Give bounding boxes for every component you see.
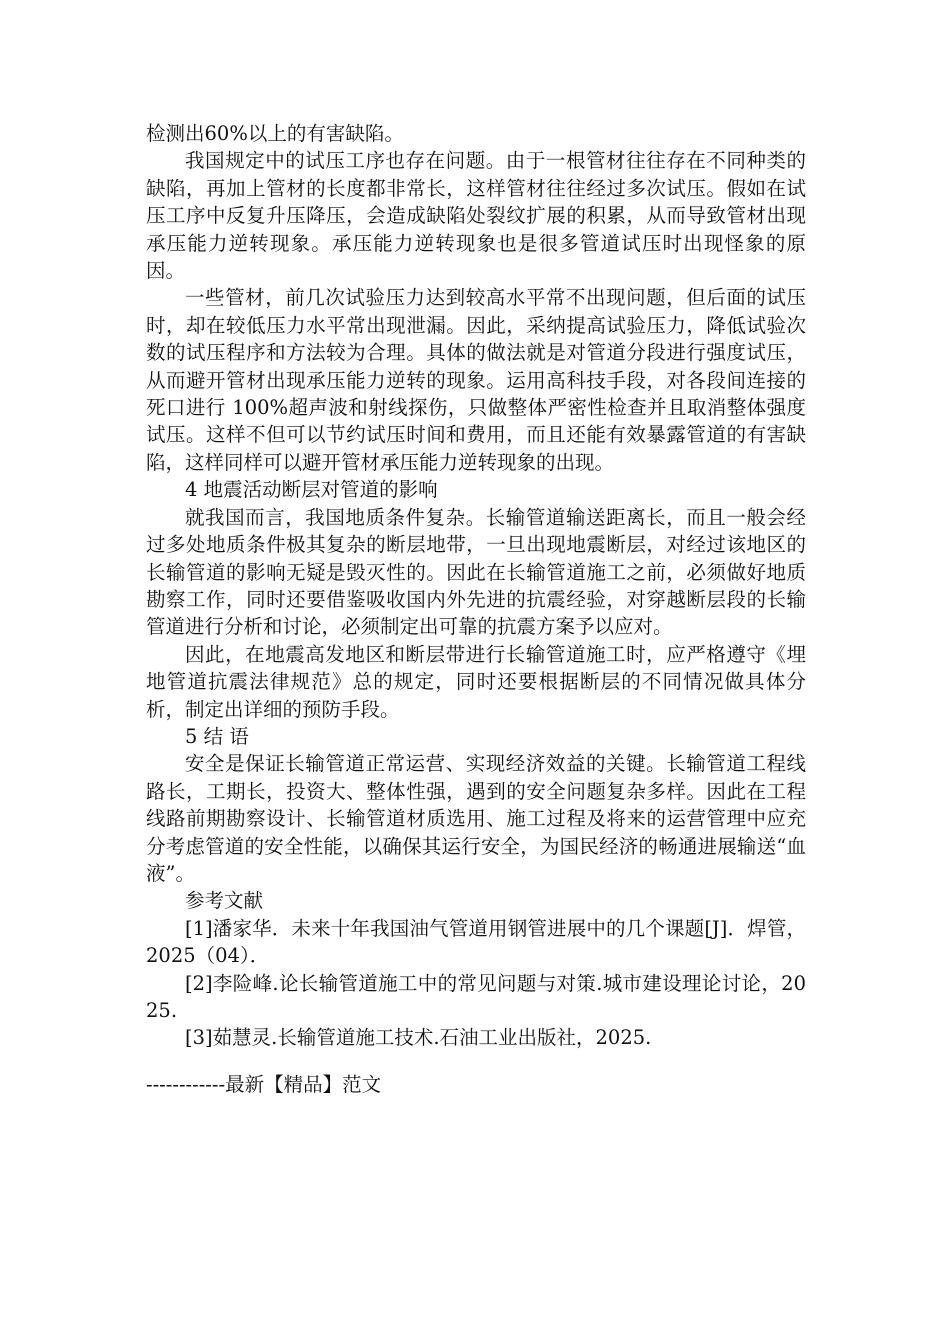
- document-body: [146, 120, 806, 1052]
- reference-item-1: [1]潘家华．未来十年我国油气管道用钢管进展中的几个课题[J]．焊管，2025（04）．: [146, 916, 806, 968]
- section-heading-5: 5 结 语: [185, 724, 249, 748]
- paragraph-earthquake-regulation: 因此，在地震高发地区和断层带进行长输管道施工时，应严格遵守《埋地管道抗震法律规范》总的规定，同时还要根据断层的不同情况做具体分析，制定出详细的预防手段。: [146, 642, 806, 721]
- paragraph-pressure-test-method: 一些管材，前几次试验压力达到较高水平常不出现问题，但后面的试压时，却在较低压力水平常出现泄漏。因此，采纳提高试验压力，降低试验次数的试压程序和方法较为合理。具体的做法就是对管道分段进行强度试压，从而避开管材出现承压能力逆转的现象。运用高科技手段，对各段间连接的死口进行 100%超声波和射线探伤，只做整体严密性检查并且取消整体强度试压。这样不但可以节约试压时间和费用，而且还能有效暴露管道的有害缺陷，这样同样可以避开管材承压能力逆转现象的出现。: [146, 286, 806, 474]
- paragraph-conclusion: 安全是保证长输管道正常运营、实现经济效益的关键。长输管道工程线路长，工期长，投资大、整体性强，遇到的安全问题复杂多样。因此在工程线路前期勘察设计、长输管道材质选用、施工过程及将来的运营管理中应充分考虑管道的安全性能，以确保其运行安全，为国民经济的畅通进展输送“血液”。: [146, 752, 806, 885]
- reference-item-2: [2]李险峰.论长输管道施工中的常见问题与对策.城市建设理论讨论，2025.: [146, 971, 806, 1022]
- reference-item-3: [3]茹慧灵.长输管道施工技术.石油工业出版社，2025.: [185, 1026, 652, 1050]
- references-heading: 参考文献: [185, 889, 264, 913]
- paragraph-pressure-test-problem: 我国规定中的试压工序也存在问题。由于一根管材往往存在不同种类的缺陷，再加上管材的长度都非常长，这样管材往往经过多次试压。假如在试压工序中反复升压降压，会造成缺陷处裂纹扩展的积累，从而导致管材出现承压能力逆转现象。承压能力逆转现象也是很多管道试压时出现怪象的原因。: [146, 149, 806, 283]
- paragraph-continued: 检测出60%以上的有害缺陷。: [146, 122, 404, 145]
- paragraph-earthquake-fault: 就我国而言，我国地质条件复杂。长输管道输送距离长，而且一般会经过多处地质条件极其复杂的断层地带，一旦出现地震断层，对经过该地区的长输管道的影响无疑是毁灭性的。因此在长输管道施工之前，必须做好地质勘察工作，同时还要借鉴吸收国内外先进的抗震经验，对穿越断层段的长输管道进行分析和讨论，必须制定出可靠的抗震方案予以应对。: [146, 505, 806, 639]
- page-footer: ------------最新【精品】范文: [146, 1073, 382, 1096]
- section-heading-4: 4 地震活动断层对管道的影响: [185, 478, 438, 502]
